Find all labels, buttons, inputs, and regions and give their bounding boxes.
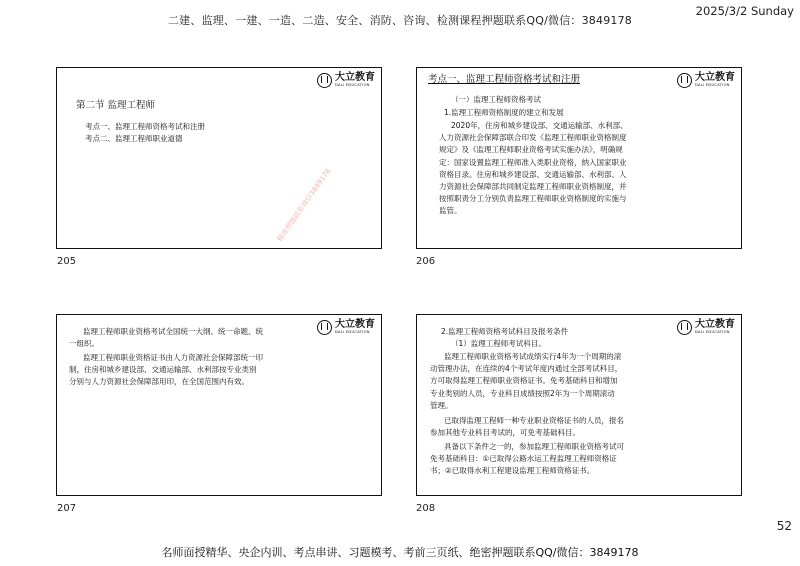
- logo-name-cn: 大立教育: [695, 72, 735, 84]
- paragraph-2: [69, 352, 319, 389]
- paragraph-line: 资格目录。住房和城乡建设部、交通运输部、水利部、人: [439, 169, 627, 179]
- logo-name-en: DALI EDUCATION: [695, 330, 730, 335]
- header-date: 2025/3/2 Sunday: [695, 4, 794, 18]
- paragraph-line: 2020年，住房和城乡建设部、交通运输部、水利部、: [451, 121, 628, 130]
- paragraph-line: 动管理办法，在连续的4个考试年度内通过全部考试科目，: [430, 364, 623, 374]
- watermark: 精准押题联系微信3849178: [275, 167, 333, 244]
- slide-title: 考点一、监理工程师资格考试和注册: [428, 74, 581, 85]
- outline-item-2: 考点二、监理工程师职业道德: [85, 134, 183, 143]
- point-heading: 1.监理工程师资格制度的建立和发展: [444, 108, 564, 117]
- slide-number-205: 205: [57, 256, 77, 267]
- paragraph-line: 分别与人力资源社会保障部用印，在全国范围内有效。: [69, 377, 249, 387]
- paragraph-line: 一组织。: [69, 339, 99, 349]
- logo-icon: [677, 320, 692, 335]
- logo: [317, 320, 375, 335]
- paragraph-3: [430, 441, 720, 478]
- logo: [677, 73, 735, 88]
- logo-name-en: DALI EDUCATION: [335, 83, 370, 88]
- logo-name-en: DALI EDUCATION: [335, 330, 370, 335]
- header-promo: 二建、监理、一建、一造、二造、安全、消防、咨询、检测课程押题联系QQ/微信：3849178: [167, 14, 632, 27]
- point-heading: 2.监理工程师资格考试科目及报考条件: [441, 327, 569, 336]
- paragraph-line: 书；②已取得水利工程建设监理工程师资格证书。: [430, 466, 595, 476]
- slide-205: [56, 67, 382, 249]
- paragraph-line: 免考基础科目：①已取得公路水运工程监理工程师资格证: [430, 454, 617, 464]
- logo-name-cn: 大立教育: [335, 72, 375, 84]
- paragraph-line: 人力资源社会保障部联合印发《监理工程师职业资格制度: [439, 133, 627, 143]
- logo-icon: [317, 73, 332, 88]
- paragraph-line: 参加其他专业科目考试的，可免考基础科目。: [430, 428, 580, 438]
- paragraph-line: 监理工程师职业资格证书由人力资源社会保障部统一印: [83, 353, 263, 362]
- slide-207: [56, 314, 382, 496]
- slide-206: [416, 67, 742, 249]
- paragraph-line: 制，住房和城乡建设部、交通运输部、水利部按专业类别: [69, 365, 257, 375]
- paragraph-line: 专业类别的人员，专业科目成绩按照2年为一个周期滚动: [430, 388, 615, 398]
- paragraph-line: 定：国家设置监理工程师准入类职业资格，纳入国家职业: [439, 157, 627, 167]
- footer-promo: 名师面授精华、央企内训、考点串讲、习题模考、考前三页纸、绝密押题联系QQ/微信：3849178: [161, 546, 639, 559]
- paragraph-line: 管理。: [430, 400, 453, 410]
- paragraph-1: [69, 326, 309, 350]
- logo-name-cn: 大立教育: [335, 319, 375, 331]
- paragraph-1: [430, 351, 720, 412]
- paragraph-line: 按照职责分工分别负责监理工程师职业资格制度的实施与: [439, 194, 627, 204]
- outline-item-1: 考点一、监理工程师资格考试和注册: [85, 122, 205, 131]
- slide-number-207: 207: [57, 503, 77, 514]
- paragraph-line: 方可取得监理工程师职业资格证书。免考基础科目和增加: [430, 376, 618, 386]
- logo-icon: [317, 320, 332, 335]
- paragraph-line: 具备以下条件之一的，参加监理工程师职业资格考试可: [444, 442, 624, 451]
- paragraph-line: 规定》及《监理工程师职业资格考试实施办法》，明确规: [439, 145, 623, 155]
- subheading: （1）监理工程师考试科目。: [451, 339, 546, 348]
- paragraph-line: 已取得监理工程师一种专业职业资格证书的人员，报名: [444, 416, 624, 425]
- paragraph-line: 监理工程师职业资格考试成绩实行4年为一个周期的滚: [444, 352, 622, 361]
- logo-name-en: DALI EDUCATION: [695, 83, 730, 88]
- paragraph-line: 力资源社会保障部共同制定监理工程师职业资格制度，并: [439, 182, 627, 192]
- paragraph-line: 监管。: [439, 206, 462, 216]
- slide-number-208: 208: [416, 503, 436, 514]
- paragraph-line: 监理工程师职业资格考试全国统一大纲、统一命题、统: [83, 327, 263, 336]
- slide-number-206: 206: [416, 256, 436, 267]
- logo: [677, 320, 735, 335]
- logo-name-cn: 大立教育: [695, 319, 735, 331]
- paragraph-2: [430, 415, 720, 439]
- slide-title: 第二节 监理工程师: [76, 100, 156, 111]
- slide-208: [416, 314, 742, 496]
- subheading: （一）监理工程师资格考试: [451, 95, 541, 104]
- logo: [317, 73, 375, 88]
- page-number: 52: [776, 519, 792, 533]
- paragraph: [439, 120, 729, 218]
- logo-icon: [677, 73, 692, 88]
